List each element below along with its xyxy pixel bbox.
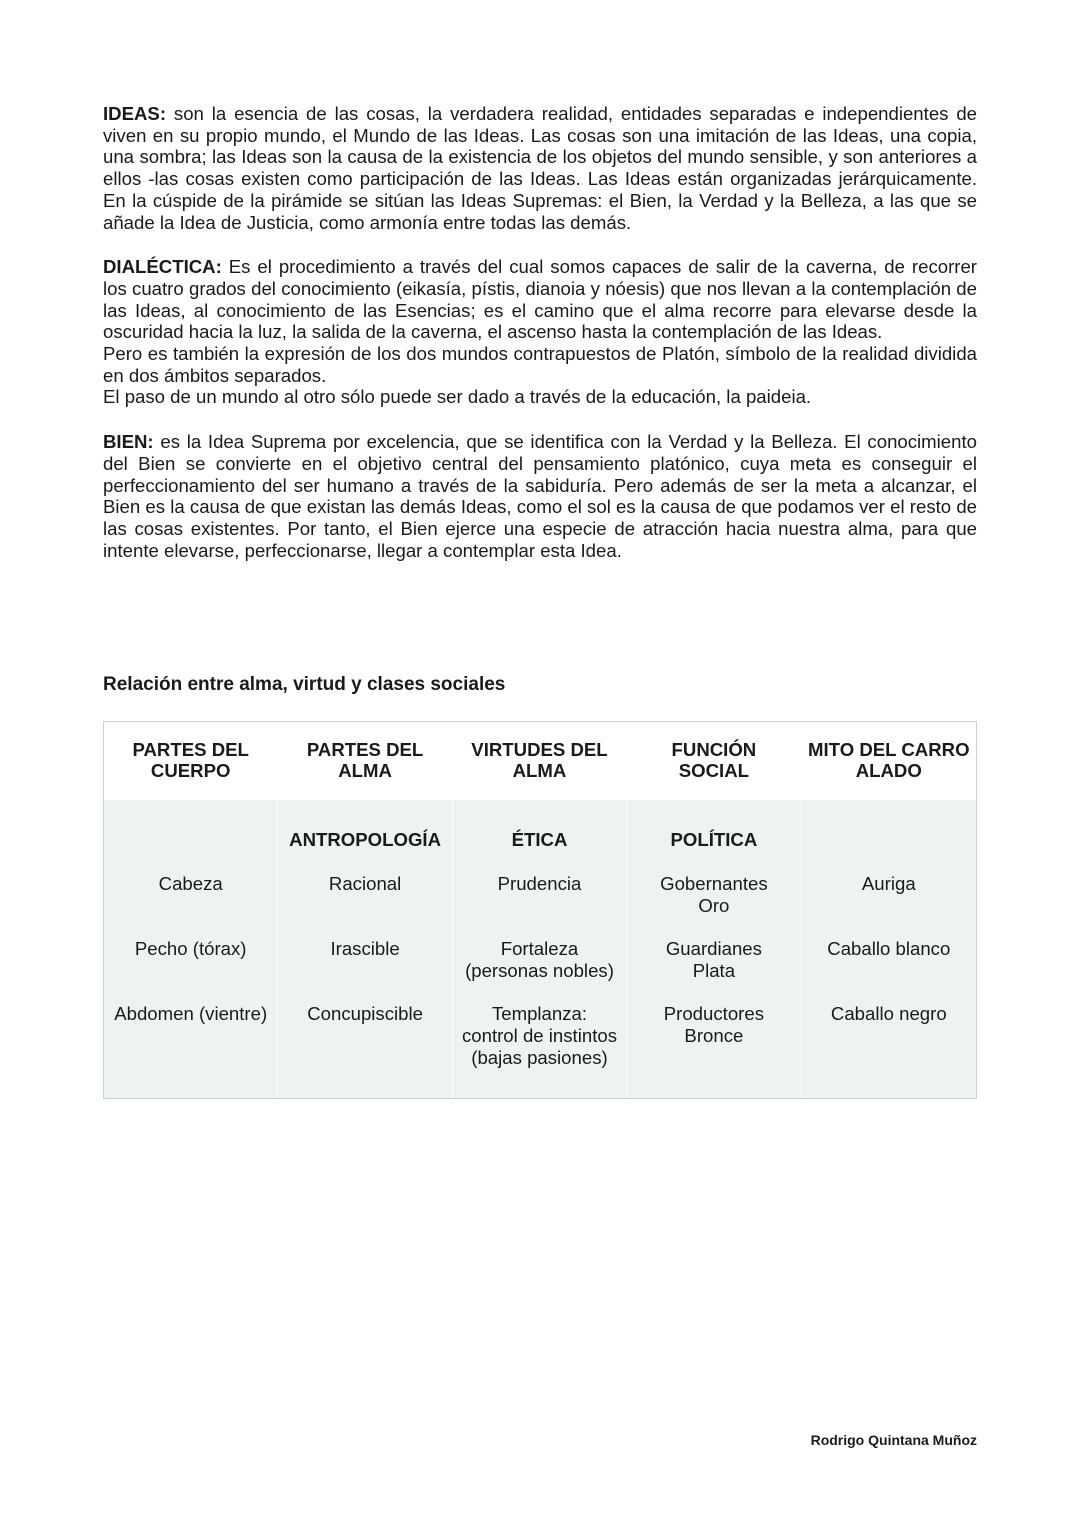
paragraph-bien: [103, 431, 977, 561]
column-category: POLÍTICA: [670, 829, 758, 850]
table-cell: [104, 1003, 277, 1025]
cell-text: control de instintos: [461, 1025, 618, 1046]
column-header: [104, 722, 277, 800]
table-column: [104, 722, 278, 1098]
table-cell: [453, 938, 626, 982]
cell-text: Templanza:: [491, 1003, 588, 1024]
section-title: Relación entre alma, virtud y clases sociales: [103, 674, 506, 695]
cell-text: Productores: [663, 1003, 765, 1024]
column-body: [104, 800, 277, 1098]
column-header: [453, 722, 626, 800]
cell-text: Guardianes: [665, 938, 762, 959]
cell-text: Concupiscible: [307, 1003, 423, 1024]
paragraph-dialectica: [103, 256, 977, 408]
cell-text: Abdomen (vientre): [114, 1003, 268, 1024]
paragraph-text: Es el procedimiento a través del cual somos capaces de salir de la caverna, de recorrer los cuatro grados del conocimiento (eikasía, pístis, dianoia y nóesis) que nos llevan a la contemplación de las Ideas, al conocimiento de las Esencias; es el camino que el alma recorre para elevarse desde la oscuridad hacia la luz, la salida de la caverna, el ascenso hasta la contemplación de las Ideas.: [103, 256, 977, 343]
table-cell: [104, 938, 277, 960]
table-cell: [802, 873, 976, 895]
cell-text: Prudencia: [497, 873, 582, 894]
column-category: ÉTICA: [511, 829, 568, 850]
column-body: [802, 800, 976, 1098]
paragraph-ideas: [103, 103, 977, 233]
term-ideas: IDEAS:: [103, 103, 167, 124]
relation-table: [103, 721, 977, 1099]
column-header-line: VIRTUDES DEL: [471, 739, 608, 760]
cell-text: Caballo blanco: [827, 938, 951, 959]
table-cell: [453, 1003, 626, 1069]
column-header-line: ALMA: [338, 760, 392, 781]
cell-text: Fortaleza: [500, 938, 579, 959]
cell-text: Cabeza: [158, 873, 223, 894]
table-cell: [627, 1003, 800, 1047]
table-cell: [278, 1003, 451, 1025]
cell-text: Bronce: [684, 1025, 744, 1046]
column-body: [278, 800, 451, 1098]
column-header-line: ALMA: [512, 760, 567, 781]
column-category: ANTROPOLOGÍA: [289, 829, 442, 850]
cell-text: Caballo negro: [830, 1003, 947, 1024]
table-cell: [627, 938, 800, 982]
cell-text: (bajas pasiones): [471, 1047, 608, 1068]
column-header: [627, 722, 800, 800]
table-cell: [104, 873, 277, 895]
table-cell: [278, 938, 451, 960]
table-cell: [627, 873, 800, 917]
table-cell: [802, 938, 976, 960]
column-body: [627, 800, 800, 1098]
table-cell: [802, 1003, 976, 1025]
column-header-line: FUNCIÓN: [671, 739, 757, 760]
column-header-line: ALADO: [855, 760, 922, 781]
cell-text: Plata: [692, 960, 736, 981]
paragraph-text: El paso de un mundo al otro sólo puede ser dado a través de la educación, la paideia.: [103, 386, 812, 408]
paragraph-text: Pero es también la expresión de los dos mundos contrapuestos de Platón, símbolo de la realidad dividida en dos ámbitos separados.: [103, 343, 977, 386]
cell-text: (personas nobles): [465, 960, 614, 981]
column-header-line: PARTES DEL: [306, 739, 424, 760]
cell-text: Gobernantes: [660, 873, 768, 894]
cell-text: Auriga: [861, 873, 916, 894]
table-column: [627, 722, 801, 1098]
cell-text: Racional: [328, 873, 402, 894]
table-column: [453, 722, 627, 1098]
cell-text: Irascible: [330, 938, 400, 959]
column-header-line: PARTES DEL: [132, 739, 249, 760]
cell-text: Pecho (tórax): [134, 938, 247, 959]
paragraph-text: es la Idea Suprema por excelencia, que se identifica con la Verdad y la Belleza. El conocimiento del Bien se convierte en el objetivo central del pensamiento platónico, cuya meta es conseguir el perfeccionamiento del ser humano a través de la sabiduría. Pero además de ser la meta a alcanzar, el Bien es la causa de que existan las demás Ideas, como el sol es la causa de que podamos ver el resto de las cosas existentes. Por tanto, el Bien ejerce una especie de atracción hacia nuestra alma, para que intente elevarse, perfeccionarse, llegar a contemplar esta Idea.: [103, 431, 977, 561]
table-column: [278, 722, 452, 1098]
author-name: Rodrigo Quintana Muñoz: [810, 1432, 977, 1448]
table-column: [802, 722, 976, 1098]
cell-text: Oro: [698, 895, 730, 916]
term-bien: BIEN:: [103, 431, 154, 453]
column-header: [278, 722, 451, 800]
column-header: [802, 722, 976, 800]
column-header-line: CUERPO: [150, 760, 231, 781]
column-header-line: MITO DEL CARRO: [808, 739, 970, 760]
table-cell: [278, 873, 451, 895]
column-header-line: SOCIAL: [678, 760, 749, 781]
document-body: [103, 103, 977, 584]
term-dialectica: DIALÉCTICA:: [103, 256, 222, 278]
column-body: [453, 800, 626, 1098]
table-cell: [453, 873, 626, 895]
paragraph-text: son la esencia de las cosas, la verdadera realidad, entidades separadas e independientes de viven en su propio mundo, el Mundo de las Ideas. Las cosas son una imitación de las Ideas, una copia, una sombra; las Ideas son la causa de la existencia de los objetos del mundo sensible, y son anteriores a ellos -las cosas existen como participación de las Ideas. Las Ideas están organizadas jerárquicamente. En la cúspide de la pirámide se sitúan las Ideas Supremas: el Bien, la Verdad y la Belleza, a las que se añade la Idea de Justicia, como armonía entre todas las demás.: [103, 103, 977, 233]
